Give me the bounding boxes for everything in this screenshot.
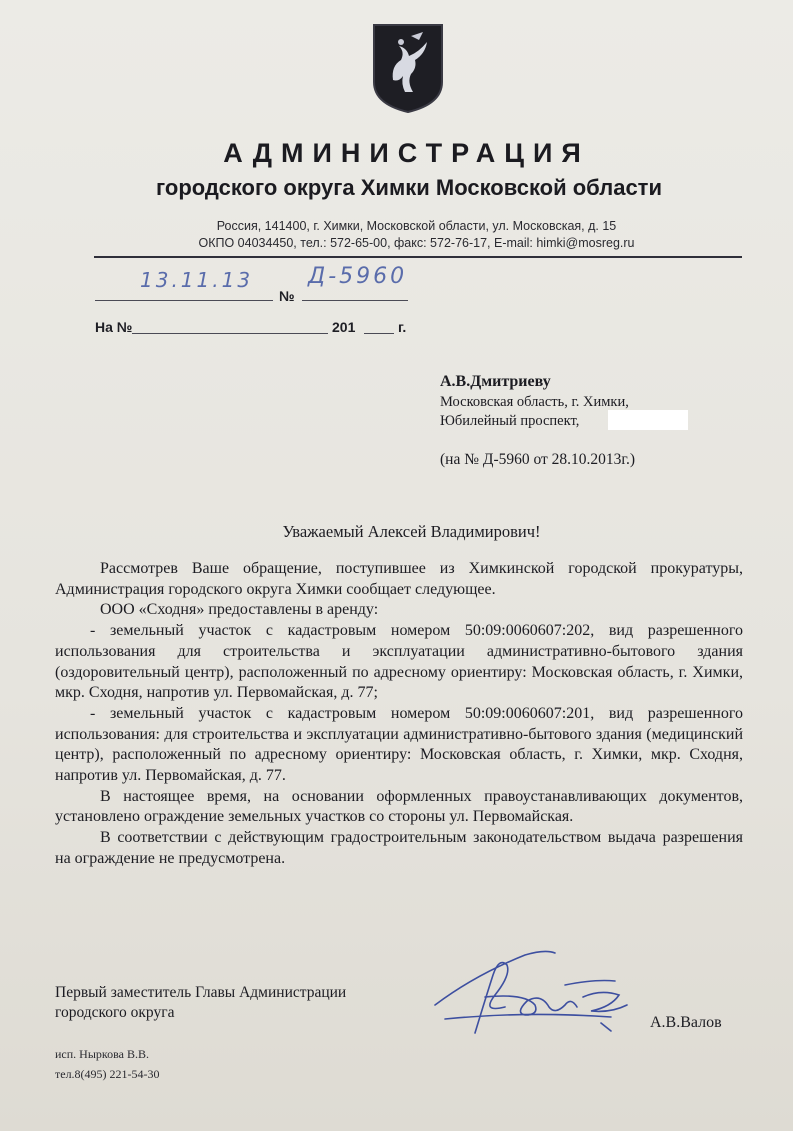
body-paragraph-4: - земельный участок с кадастровым номером 50:09:0060607:201, вид разрешенного использования: для строительства и эксплуатации административно-бытового здания (медицинский центр), расположенный по адресному ориентиру: Московская область, г. Химки, мкр. Сходня, напротив ул. Первомайская, д. 77. — [55, 704, 743, 785]
letter-body — [55, 559, 743, 870]
date-line — [95, 300, 273, 301]
salutation: Уважаемый Алексей Владимирович! — [282, 522, 541, 541]
date-handwritten: 13.11.13 — [140, 268, 254, 292]
reference-number: (на № Д-5960 от 28.10.2013г.) — [440, 451, 636, 468]
recipient-address-line2: Юбилейный проспект, — [440, 413, 580, 429]
handwritten-signature-icon — [415, 945, 655, 1040]
org-subtitle: городского округа Химки Московской области — [156, 175, 662, 200]
letterhead-divider — [94, 256, 742, 258]
body-paragraph-5: В настоящее время, на основании оформленных правоустанавливающих документов, установлено ограждение земельных участков со стороны ул. Первомайская. — [55, 787, 743, 826]
recipient-name: А.В.Дмитриеву — [440, 373, 551, 390]
reply-year-line — [364, 333, 394, 334]
number-line — [302, 300, 408, 301]
body-paragraph-3: - земельный участок с кадастровым номером 50:09:0060607:202, вид разрешенного использования для строительства и эксплуатации административно-бытового здания (оздоровительный центр), расположенный по адресному ориентиру: Московская область, г. Химки, мкр. Сходня, напротив ул. Первомайская, д. 77; — [55, 622, 743, 702]
body-paragraph-6: В соответствии с действующим градостроительным законодательством выдача разрешения на ограждение не предусмотрена. — [55, 829, 743, 867]
reply-year-prefix: 201 — [332, 319, 356, 335]
org-contacts: ОКПО 04034450, тел.: 572-65-00, факс: 572-76-17, E-mail: himki@mosreg.ru — [198, 236, 635, 250]
redacted-house-number — [608, 410, 688, 430]
recipient-address-line1: Московская область, г. Химки, — [440, 394, 629, 410]
signatory-title — [55, 983, 346, 1023]
org-address: Россия, 141400, г. Химки, Московской области, ул. Московская, д. 15 — [216, 219, 617, 233]
number-label: № — [279, 288, 295, 304]
executor-phone: тел.8(495) 221-54-30 — [55, 1067, 160, 1081]
coat-of-arms-icon — [371, 22, 445, 114]
reply-to-label: На № — [95, 319, 133, 335]
signatory-title-line2: городского округа — [55, 1004, 175, 1021]
org-title: АДМИНИСТРАЦИЯ — [223, 138, 590, 168]
body-paragraph-1: Рассмотрев Ваше обращение, поступившее из Химкинской городской прокуратуры, Администрация городского округа Химки сообщает следующее. — [55, 560, 743, 598]
signatory-name: А.В.Валов — [650, 1014, 722, 1031]
signatory-title-line1: Первый заместитель Главы Администрации — [55, 984, 347, 1001]
executor-name: исп. Ныркова В.В. — [55, 1047, 149, 1061]
number-handwritten: Д-5960 — [308, 264, 408, 289]
reply-number-line — [132, 333, 328, 334]
body-paragraph-2: ООО «Сходня» предоставлены в аренду: — [100, 601, 379, 619]
reply-year-suffix: г. — [398, 319, 407, 335]
